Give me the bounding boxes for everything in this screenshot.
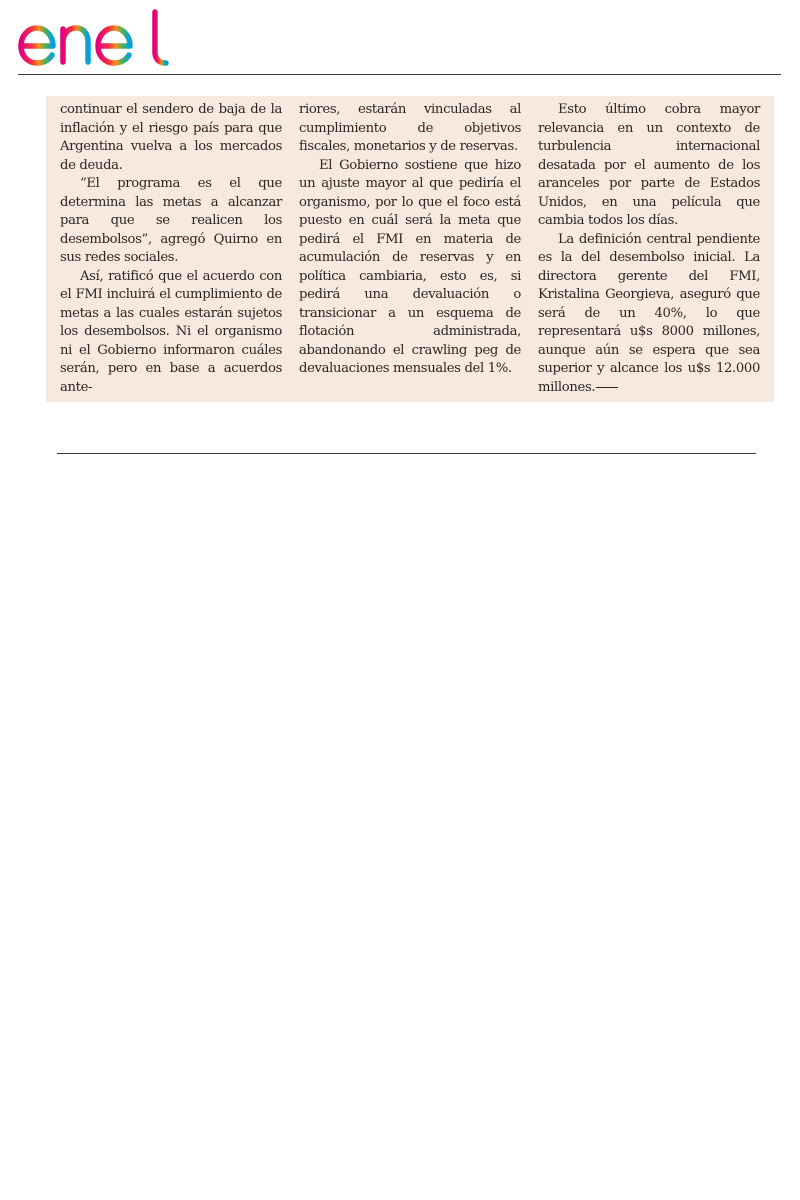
article-end-mark (596, 387, 618, 388)
article-paragraph: Esto último cobra mayor relevancia en un contexto de turbulencia internacional desatada por el aumento de los aranceles por parte de Estados Unidos, en una película que cambia todos los días. (538, 102, 760, 228)
enel-logo (16, 8, 176, 70)
article-column-1 (60, 101, 282, 402)
newspaper-clipping (46, 96, 774, 402)
article-column-3 (538, 101, 760, 402)
article-paragraph: Así, ratificó que el acuerdo con el FMI incluirá el cumplimiento de metas a las cuales estarán sujetos los desembolsos. Ni el organismo ni el Gobierno informaron cuáles serán, pero en base a acuerdos ante- (60, 268, 282, 395)
article-paragraph-last (538, 231, 760, 398)
article-paragraph: riores, estarán vinculadas al cumplimiento de objetivos fiscales, monetarios y de reservas. (299, 102, 521, 154)
footer-divider (57, 453, 756, 454)
article-paragraph: El Gobierno sostiene que hizo un ajuste mayor al que pediría el organismo, por lo que el foco está puesto en cuál será la meta que pedirá el FMI en materia de acumulación de reservas y en política cambiaria, esto es, si pedirá una devaluación o transicionar a un esquema de flotación administrada, abandonando el crawling peg de devaluaciones mensuales del 1%. (299, 157, 521, 376)
header-divider (18, 74, 781, 75)
article-paragraph: “El programa es el que determina las metas a alcanzar para que se realicen los desembolsos”, agregó Quirno en sus redes sociales. (60, 176, 282, 265)
article-paragraph-text: La definición central pendiente es la del desembolso inicial. La directora gerente del FMI, Kristalina Georgieva, aseguró que será de un 40%, lo que representará u$s 8000 millones, aunque aún se espera que sea superior y alcance los u$s 12.000 millones. (538, 231, 760, 395)
article-paragraph: continuar el sendero de baja de la inflación y el riesgo país para que Argentina vuelva a los mercados de deuda. (60, 102, 282, 173)
article-column-2 (299, 101, 521, 402)
